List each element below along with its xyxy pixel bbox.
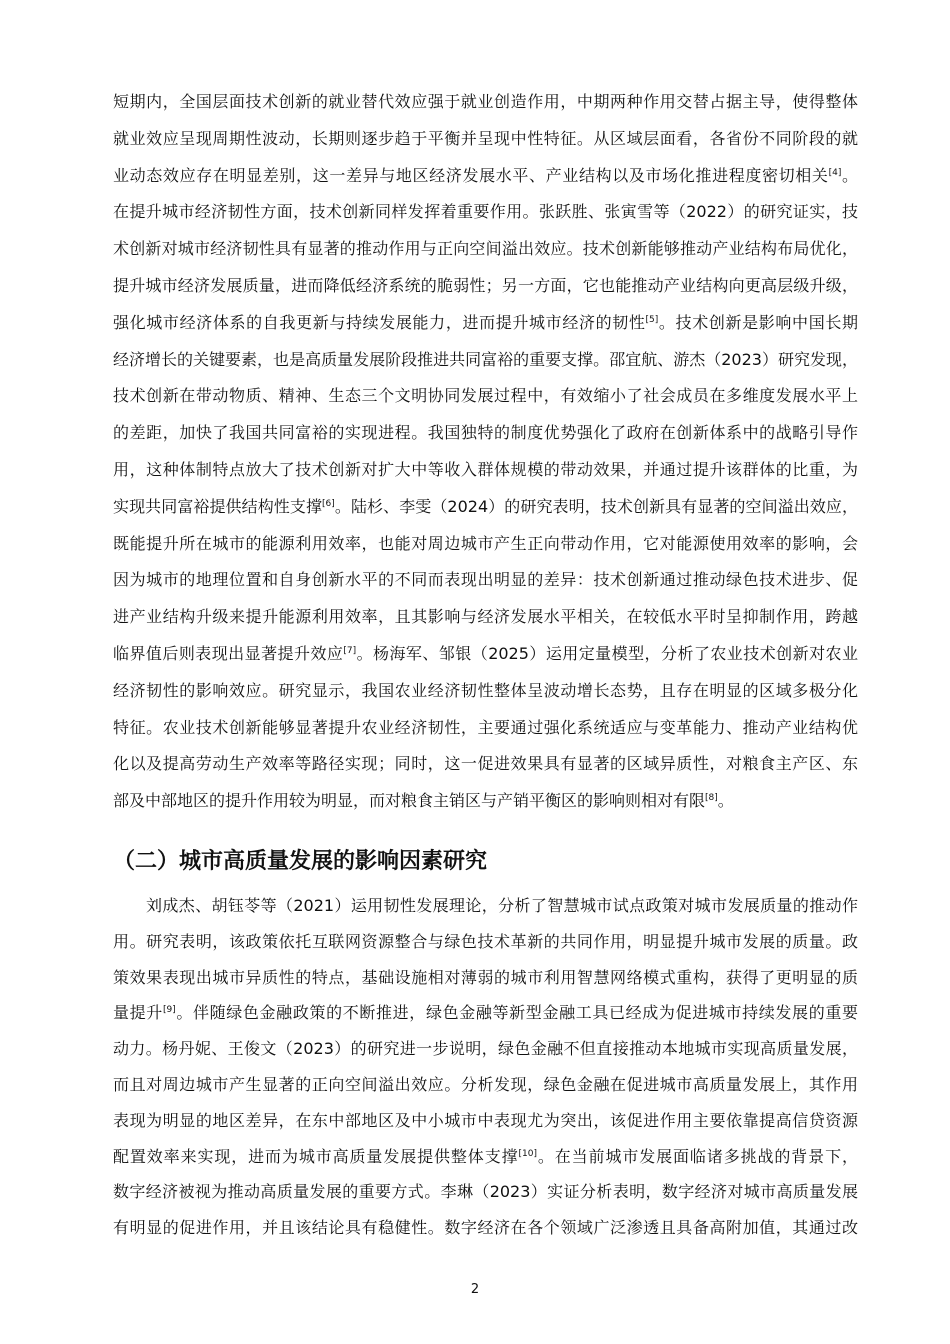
line-text-tail: 。	[717, 791, 734, 811]
text-line	[113, 1216, 858, 1240]
text-line	[113, 1109, 858, 1133]
line-text: 数字经济被视为推动高质量发展的重要方式。李琳（2023）实证分析表明，数字经济对城市高质量发展	[113, 1182, 858, 1202]
text-line	[113, 605, 858, 629]
text-line	[113, 274, 858, 298]
line-text: 化以及提高劳动生产效率等路径实现；同时，这一促进效果具有显著的区域异质性，对粮食主产区、东	[113, 754, 858, 774]
citation-ref: [5]	[645, 314, 659, 325]
text-line	[113, 164, 858, 188]
line-text: 部及中部地区的提升作用较为明显，而对粮食主销区与产销平衡区的影响则相对有限	[113, 791, 706, 811]
text-line	[113, 1001, 858, 1025]
line-text: 提升城市经济发展质量，进而降低经济系统的脆弱性；另一方面，它也能推动产业结构向更高层级升级，	[113, 276, 858, 295]
line-text: 技术创新在带动物质、精神、生态三个文明协同发展过程中，有效缩小了社会成员在多维度发展水平上	[113, 386, 858, 406]
page-number: 2	[470, 1282, 480, 1297]
citation-ref: [9]	[162, 1005, 176, 1016]
text-line	[113, 311, 858, 335]
line-text: 经济韧性的影响效应。研究显示，我国农业经济韧性整体呈波动增长态势，且存在明显的区域多极分化	[113, 680, 858, 700]
citation-ref: [7]	[343, 646, 357, 656]
citation-ref: [8]	[705, 793, 718, 804]
citation-ref: [6]	[322, 498, 335, 509]
text-line	[113, 127, 858, 151]
line-text: 特征。农业技术创新能够显著提升农业经济韧性，主要通过强化系统适应与变革能力、推动产业结构优	[113, 717, 858, 737]
line-text: 实现共同富裕提供结构性支撑	[113, 496, 323, 516]
line-text: 表现为明显的地区差异，在东中部地区及中小城市中表现尤为突出，该促进作用主要依靠提高信贷资源	[113, 1110, 858, 1130]
line-text: 配置效率来实现，进而为城市高质量发展提供整体支撑	[113, 1146, 519, 1166]
text-line	[113, 568, 858, 592]
line-text-tail: 。在当前城市发展面临诸多挑战的背景下，	[536, 1146, 858, 1166]
citation-ref: [4]	[828, 167, 842, 178]
line-text: 的差距，加快了我国共同富裕的实现进程。我国独特的制度优势强化了政府在创新体系中的战略引导作	[113, 423, 858, 443]
line-text: 强化城市经济体系的自我更新与持续发展能力，进而提升城市经济的韧性	[113, 312, 646, 332]
line-text-tail: 。杨海军、邹银（2025）运用定量模型，分析了农业技术创新对农业	[356, 644, 858, 663]
section-heading: （二）城市高质量发展的影响因素研究	[113, 849, 488, 874]
text-line	[113, 716, 858, 740]
text-line	[113, 789, 858, 813]
text-line	[146, 894, 858, 918]
citation-ref: [10]	[518, 1148, 537, 1159]
line-text: 既能提升所在城市的能源利用效率，也能对周边城市产生正向带动作用，它对能源使用效率的影响，会	[113, 533, 858, 553]
text-line	[113, 1037, 858, 1061]
text-line	[113, 1145, 858, 1169]
line-text: 动力。杨丹妮、王俊文（2023）的研究进一步说明，绿色金融不但直接推动本地城市实现高质量发展，	[113, 1039, 858, 1059]
text-line	[113, 752, 858, 776]
text-line	[113, 458, 858, 482]
line-text: 经济增长的关键要素，也是高质量发展阶段推进共同富裕的重要支撑。邵宜航、游杰（2023）研究发现，	[113, 349, 858, 369]
line-text: 因为城市的地理位置和自身创新水平的不同而表现出明显的差异：技术创新通过推动绿色技术进步、促	[113, 570, 858, 590]
text-line	[113, 200, 858, 224]
text-line	[113, 532, 858, 556]
line-text: 量提升	[113, 1003, 163, 1023]
text-line	[113, 384, 858, 408]
text-line	[113, 930, 858, 954]
text-line	[113, 966, 858, 990]
line-text-tail: 。伴随绿色金融政策的不断推进，绿色金融等新型金融工具已经成为促进城市持续发展的重要	[175, 1003, 858, 1023]
line-text: 刘成杰、胡钰苓等（2021）运用韧性发展理论，分析了智慧城市试点政策对城市发展质量的推动作	[146, 896, 858, 915]
text-line	[113, 90, 858, 114]
line-text-tail: 。陆杉、李雯（2024）的研究表明，技术创新具有显著的空间溢出效应，	[334, 496, 858, 516]
line-text: 临界值后则表现出显著提升效应	[113, 644, 344, 663]
line-text: 用，这种体制特点放大了技术创新对扩大中等收入群体规模的带动效果，并通过提升该群体的比重，为	[113, 460, 858, 479]
text-line	[113, 421, 858, 445]
line-text: 短期内，全国层面技术创新的就业替代效应强于就业创造作用，中期两种作用交替占据主导，使得整体	[113, 92, 858, 111]
text-line	[113, 679, 858, 703]
text-line	[113, 495, 858, 519]
text-line	[113, 642, 858, 666]
line-text: 有明显的促进作用，并且该结论具有稳健性。数字经济在各个领域广泛渗透且具备高附加值，其通过改	[113, 1218, 858, 1238]
line-text: 进产业结构升级来提升能源利用效率，且其影响与经济发展水平相关，在较低水平时呈抑制作用，跨越	[113, 607, 858, 627]
text-line	[113, 237, 858, 261]
line-text: 就业效应呈现周期性波动，长期则逐步趋于平衡并呈现中性特征。从区域层面看，各省份不同阶段的就	[113, 128, 858, 148]
line-text-tail: 。	[841, 165, 858, 185]
line-text-tail: 。技术创新是影响中国长期	[658, 312, 858, 332]
line-text: 而且对周边城市产生显著的正向空间溢出效应。分析发现，绿色金融在促进城市高质量发展上，其作用	[113, 1075, 858, 1094]
line-text: 在提升城市经济韧性方面，技术创新同样发挥着重要作用。张跃胜、张寅雪等（2022）的研究证实，技	[113, 202, 858, 222]
line-text: 策效果表现出城市异质性的特点，基础设施相对薄弱的城市利用智慧网络模式重构，获得了更明显的质	[113, 967, 858, 987]
text-line	[113, 1180, 858, 1204]
line-text: 术创新对城市经济韧性具有显著的推动作用与正向空间溢出效应。技术创新能够推动产业结构布局优化，	[113, 239, 858, 259]
line-text: 用。研究表明，该政策依托互联网资源整合与绿色技术革新的共同作用，明显提升城市发展的质量。政	[113, 931, 858, 951]
line-text: 业动态效应存在明显差别，这一差异与地区经济发展水平、产业结构以及市场化推进程度密切相关	[113, 165, 829, 185]
text-line	[113, 348, 858, 372]
text-line	[113, 1073, 858, 1097]
